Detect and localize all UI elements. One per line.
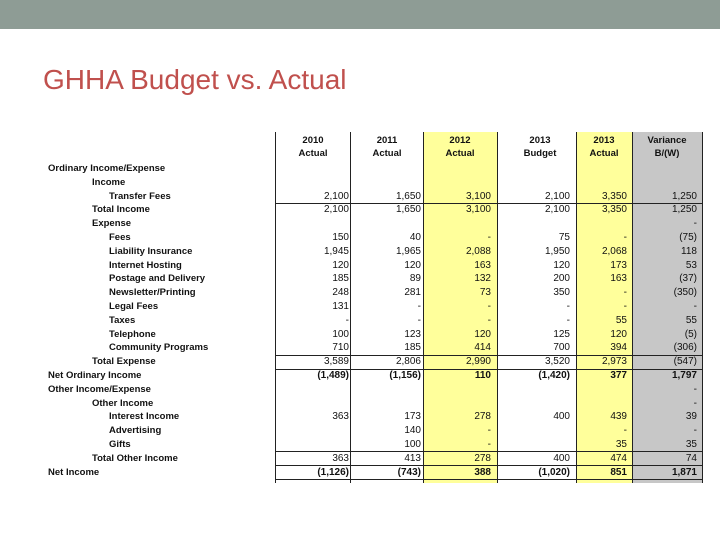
row-label: Interest Income: [109, 411, 180, 423]
cell-value: -: [566, 314, 570, 326]
cell-value: 39: [685, 411, 697, 423]
table-row: [46, 272, 702, 286]
column-header-line1: 2010: [302, 135, 324, 146]
cell-value: -: [693, 397, 697, 409]
cell-value: 1,650: [395, 190, 421, 202]
cell-value: 278: [474, 411, 491, 423]
cell-value: 140: [404, 425, 421, 437]
cell-value: 120: [553, 259, 570, 271]
cell-value: 2,088: [465, 245, 491, 257]
cell-value: 1,945: [323, 245, 349, 257]
cell-value: 1,965: [395, 245, 421, 257]
cell-value: 248: [332, 287, 349, 299]
cell-value: 185: [332, 273, 349, 285]
cell-value: 89: [409, 273, 421, 285]
cell-value: -: [487, 301, 491, 312]
column-header-line2: Budget: [523, 148, 557, 159]
table-row: [46, 424, 702, 438]
cell-value: 700: [553, 342, 570, 354]
column-header-line1: 2013: [593, 135, 615, 146]
cell-value: 100: [404, 439, 421, 450]
cell-value: (37): [679, 273, 697, 285]
row-label: Total Expense: [92, 356, 156, 368]
cell-value: 118: [681, 245, 697, 257]
column-header-line1: 2011: [376, 135, 398, 146]
cell-value: (1,126): [317, 466, 349, 478]
row-label: Gifts: [109, 439, 131, 450]
table-row: [46, 162, 702, 176]
row-label: Total Other Income: [92, 452, 178, 464]
cell-value: 2,100: [323, 190, 349, 202]
row-label: Fees: [109, 232, 131, 243]
cell-value: 163: [474, 259, 491, 271]
slide-title: GHHA Budget vs. Actual: [43, 64, 347, 95]
total-rule: [275, 369, 702, 370]
cell-value: -: [487, 439, 491, 450]
cell-value: 74: [685, 452, 697, 464]
cell-value: 55: [615, 314, 627, 326]
cell-value: (1,420): [538, 370, 570, 381]
column-header-line1: 2012: [449, 135, 471, 146]
table-row: [46, 369, 702, 383]
cell-value: (743): [397, 466, 421, 478]
row-label: Other Income: [92, 397, 154, 409]
cell-value: 439: [610, 411, 627, 423]
cell-value: 3,589: [323, 356, 349, 368]
cell-value: 35: [615, 439, 627, 450]
cell-value: 1,871: [671, 466, 697, 478]
row-label: Net Income: [48, 466, 100, 478]
cell-value: (350): [673, 287, 697, 299]
cell-value: (1,489): [317, 370, 349, 381]
cell-value: -: [345, 314, 349, 326]
cell-value: 2,100: [323, 204, 349, 216]
cell-value: 73: [479, 287, 491, 299]
cell-value: 125: [553, 328, 570, 340]
column-header-line2: Actual: [445, 148, 475, 159]
cell-value: -: [623, 232, 627, 243]
cell-value: -: [417, 314, 421, 326]
table-row: [46, 231, 702, 245]
table-row: [46, 438, 702, 452]
cell-value: 131: [332, 301, 349, 312]
row-label: Legal Fees: [109, 301, 159, 312]
table-row: [46, 466, 702, 480]
cell-value: (75): [679, 232, 697, 243]
cell-value: 120: [404, 259, 421, 271]
cell-value: -: [623, 425, 627, 437]
total-rule: [275, 465, 702, 466]
cell-value: 120: [474, 328, 491, 340]
row-label: Advertising: [109, 425, 162, 437]
table-row: [46, 397, 702, 411]
total-rule: [275, 451, 702, 452]
table-row: [46, 286, 702, 300]
cell-value: -: [623, 301, 627, 312]
table-row: [46, 355, 702, 369]
cell-value: 413: [404, 452, 421, 464]
table-row: [46, 410, 702, 424]
table-row: [46, 245, 702, 259]
cell-value: 55: [685, 314, 697, 326]
cell-value: 851: [610, 466, 627, 478]
cell-value: 120: [332, 259, 349, 271]
column-header: [508, 134, 572, 160]
cell-value: 281: [404, 287, 421, 299]
column-header: [355, 134, 419, 160]
cell-value: 3,100: [465, 204, 491, 216]
cell-value: 278: [474, 452, 491, 464]
table-row: [46, 314, 702, 328]
cell-value: 400: [553, 452, 570, 464]
cell-value: 185: [404, 342, 421, 354]
cell-value: -: [693, 425, 697, 437]
cell-value: (547): [673, 356, 697, 368]
cell-value: 2,100: [544, 190, 570, 202]
cell-value: 200: [553, 273, 570, 285]
cell-value: 132: [474, 273, 491, 285]
cell-value: 110: [474, 370, 491, 381]
row-label: Community Programs: [109, 342, 209, 354]
row-label: Expense: [92, 218, 132, 230]
table-row: [46, 190, 702, 204]
cell-value: 1,950: [544, 245, 570, 257]
cell-value: 1,250: [671, 190, 697, 202]
column-header: [281, 134, 345, 160]
cell-value: (1,156): [389, 370, 421, 381]
cell-value: 3,100: [465, 190, 491, 202]
row-label: Internet Hosting: [109, 259, 182, 271]
column-header-line2: Actual: [298, 148, 328, 159]
cell-value: 53: [685, 259, 697, 271]
cell-value: 150: [332, 232, 349, 243]
row-label: Taxes: [109, 314, 136, 326]
cell-value: 1,650: [395, 204, 421, 216]
row-label: Other Income/Expense: [48, 383, 151, 395]
cell-value: 363: [332, 452, 349, 464]
cell-value: 1,250: [671, 204, 697, 216]
cell-value: -: [487, 425, 491, 437]
cell-value: 377: [610, 370, 627, 381]
cell-value: -: [487, 314, 491, 326]
cell-value: (306): [673, 342, 697, 354]
table-row: [46, 203, 702, 217]
row-label: Net Ordinary Income: [48, 370, 142, 381]
table-row: [46, 328, 702, 342]
total-rule: [275, 203, 702, 204]
cell-value: 474: [610, 452, 627, 464]
cell-value: 35: [685, 439, 697, 450]
column-divider: [702, 132, 703, 483]
cell-value: 2,806: [395, 356, 421, 368]
column-header: [635, 134, 699, 160]
column-header: [428, 134, 492, 160]
cell-value: (5): [684, 328, 697, 340]
row-label: Liability Insurance: [109, 245, 193, 257]
cell-value: 2,068: [601, 245, 627, 257]
cell-value: 400: [553, 411, 570, 423]
slide-top-bar: [0, 0, 720, 29]
row-label: Telephone: [109, 328, 156, 340]
cell-value: 75: [558, 232, 570, 243]
table-row: [46, 341, 702, 355]
column-header-line1: 2013: [529, 135, 551, 146]
column-header-line1: Variance: [647, 135, 687, 146]
column-header-line2: Actual: [589, 148, 619, 159]
cell-value: -: [693, 218, 697, 230]
cell-value: 1,797: [671, 370, 697, 381]
table-row: [46, 383, 702, 397]
cell-value: 2,973: [601, 356, 627, 368]
table-row: [46, 217, 702, 231]
cell-value: -: [693, 383, 697, 395]
cell-value: -: [693, 301, 697, 312]
cell-value: 3,350: [601, 190, 627, 202]
cell-value: 173: [404, 411, 421, 423]
row-label: Newsletter/Printing: [109, 287, 196, 299]
cell-value: 120: [610, 328, 627, 340]
cell-value: 123: [404, 328, 421, 340]
cell-value: -: [623, 287, 627, 299]
cell-value: 2,100: [544, 204, 570, 216]
row-label: Postage and Delivery: [109, 273, 206, 285]
cell-value: 163: [610, 273, 627, 285]
row-label: Income: [92, 176, 126, 188]
cell-value: -: [487, 232, 491, 243]
cell-value: 388: [474, 466, 491, 478]
column-header-line2: Actual: [372, 148, 402, 159]
cell-value: -: [566, 301, 570, 312]
total-rule: [275, 355, 702, 356]
cell-value: 173: [610, 259, 627, 271]
column-header: [572, 134, 636, 160]
cell-value: 2,990: [465, 356, 491, 368]
row-label: Total Income: [92, 204, 150, 216]
budget-table: [46, 132, 702, 483]
table-row: [46, 176, 702, 190]
cell-value: 100: [332, 328, 349, 340]
table-row: [46, 452, 702, 466]
column-header-line2: B/(W): [654, 148, 680, 159]
cell-value: 363: [332, 411, 349, 423]
row-label: Ordinary Income/Expense: [48, 163, 166, 174]
table-row: [46, 300, 702, 314]
cell-value: (1,020): [538, 466, 570, 478]
cell-value: 350: [553, 287, 570, 299]
table-bottom-rule: [275, 479, 702, 480]
cell-value: 710: [332, 342, 349, 354]
row-label: Transfer Fees: [109, 190, 171, 202]
table-row: [46, 259, 702, 273]
cell-value: -: [417, 301, 421, 312]
cell-value: 414: [474, 342, 491, 354]
cell-value: 3,520: [544, 356, 570, 368]
cell-value: 40: [409, 232, 421, 243]
cell-value: 394: [610, 342, 627, 354]
cell-value: 3,350: [601, 204, 627, 216]
